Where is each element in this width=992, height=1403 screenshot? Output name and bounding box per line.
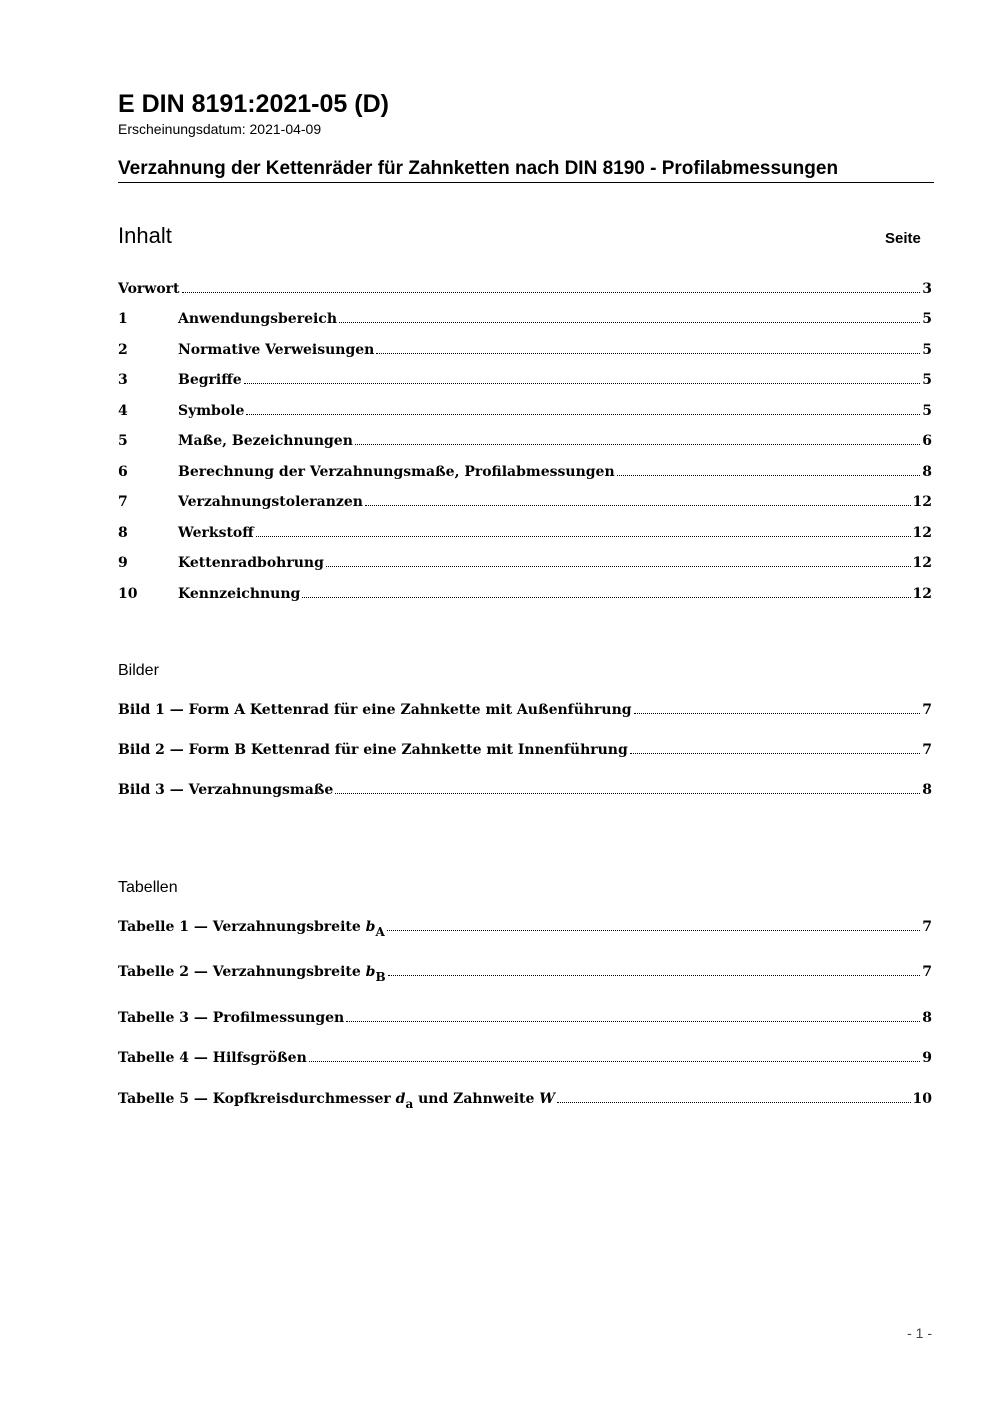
leader-dots	[388, 975, 921, 976]
toc-entry-label: Vorwort	[118, 281, 180, 297]
toc-entry-page: 5	[922, 311, 932, 327]
toc-entry-number: 8	[118, 525, 128, 541]
table-entry-label: Tabelle 1 — Verzahnungsbreite bA	[118, 919, 385, 939]
subscript: B	[375, 970, 386, 984]
figure-entry-label: Bild 2 — Form B Kettenrad für eine Zahnkette mit Innenführung	[118, 742, 628, 758]
toc-entry[interactable]	[118, 342, 932, 358]
document-title: Verzahnung der Kettenräder für Zahnketten nach DIN 8190 - Profilabmessungen	[118, 158, 839, 179]
toc-entry-page: 5	[922, 403, 932, 419]
toc-entry[interactable]	[118, 464, 932, 480]
leader-dots	[182, 292, 921, 293]
table-entry-page: 7	[922, 919, 932, 935]
toc-entry-label: Anwendungsbereich	[178, 311, 337, 327]
tables-heading: Tabellen	[118, 879, 178, 896]
leader-dots	[634, 713, 921, 714]
page-column-label: Seite	[885, 230, 921, 247]
toc-entry-page: 5	[922, 372, 932, 388]
leader-dots	[309, 1061, 921, 1062]
toc-entry-number: 7	[118, 494, 128, 510]
toc-heading: Inhalt	[118, 223, 172, 248]
leader-dots	[557, 1102, 910, 1103]
table-entry-label: Tabelle 2 — Verzahnungsbreite bB	[118, 964, 386, 984]
leader-dots	[302, 597, 910, 598]
toc-entry[interactable]	[118, 586, 932, 602]
toc-entry-number: 1	[118, 311, 128, 327]
toc-entry-page: 5	[922, 342, 932, 358]
leader-dots	[630, 753, 920, 754]
toc-entry-label: Normative Verweisungen	[178, 342, 375, 358]
subscript: a	[405, 1097, 414, 1111]
toc-entry-number: 9	[118, 555, 128, 571]
toc-entry-number: 3	[118, 372, 128, 388]
leader-dots	[339, 322, 920, 323]
toc-entry-number: 5	[118, 433, 128, 449]
table-entry-page: 7	[922, 964, 932, 980]
toc-entry-page: 12	[912, 494, 932, 510]
page-number: - 1 -	[907, 1325, 932, 1341]
toc-entry-number: 10	[118, 586, 138, 602]
toc-entry[interactable]	[118, 494, 932, 510]
toc-entry-vorwort[interactable]	[118, 281, 932, 297]
toc-entry-page: 6	[922, 433, 932, 449]
leader-dots	[246, 414, 920, 415]
table-entry-page: 8	[922, 1010, 932, 1026]
table-entry-label: Tabelle 3 — Profilmessungen	[118, 1010, 345, 1026]
figure-entry[interactable]	[118, 742, 932, 758]
leader-dots	[326, 566, 911, 567]
leader-dots	[387, 930, 920, 931]
figure-entry-page: 7	[922, 702, 932, 718]
leader-dots	[346, 1021, 920, 1022]
document-id: E DIN 8191:2021-05 (D)	[118, 90, 389, 118]
toc-entry-page: 12	[912, 525, 932, 541]
table-entry[interactable]	[118, 919, 932, 939]
symbol-b: b	[365, 919, 376, 935]
leader-dots	[617, 475, 921, 476]
toc-entry-label: Maße, Bezeichnungen	[178, 433, 353, 449]
toc-entry-page: 8	[922, 464, 932, 480]
figure-entry[interactable]	[118, 702, 932, 718]
toc-entry-label: Werkstoff	[178, 525, 254, 541]
figure-entry-page: 7	[922, 742, 932, 758]
symbol-w: W	[539, 1091, 556, 1107]
table-entry-label: Tabelle 5 — Kopfkreisdurchmesser da und Zahnweite W	[118, 1091, 556, 1111]
subscript: A	[375, 925, 385, 939]
toc-entry-number: 6	[118, 464, 128, 480]
title-divider	[118, 182, 934, 183]
toc-entry-label: Begriffe	[178, 372, 242, 388]
table-entry[interactable]	[118, 1010, 932, 1026]
toc-entry-label: Verzahnungstoleranzen	[178, 494, 363, 510]
toc-entry[interactable]	[118, 525, 932, 541]
toc-entry-label: Kennzeichnung	[178, 586, 301, 602]
figure-entry-label: Bild 3 — Verzahnungsmaße	[118, 782, 334, 798]
toc-entry-label: Kettenradbohrung	[178, 555, 324, 571]
leader-dots	[365, 505, 911, 506]
toc-entry-page: 12	[912, 555, 932, 571]
toc-entry-label: Symbole	[178, 403, 245, 419]
table-entry[interactable]	[118, 1091, 932, 1111]
symbol-d: d	[395, 1091, 406, 1107]
toc-entry[interactable]	[118, 311, 932, 327]
figure-entry-page: 8	[922, 782, 932, 798]
toc-entry[interactable]	[118, 372, 932, 388]
table-entry[interactable]	[118, 964, 932, 984]
leader-dots	[244, 383, 921, 384]
toc-entry[interactable]	[118, 403, 932, 419]
leader-dots	[355, 444, 920, 445]
toc-entry[interactable]	[118, 555, 932, 571]
symbol-b: b	[365, 964, 376, 980]
toc-entry-page: 3	[922, 281, 932, 297]
figure-entry[interactable]	[118, 782, 932, 798]
table-entry-label: Tabelle 4 — Hilfsgrößen	[118, 1050, 307, 1066]
table-entry-page: 9	[922, 1050, 932, 1066]
toc-entry-label: Berechnung der Verzahnungsmaße, Profilabmessungen	[178, 464, 615, 480]
table-entry-page: 10	[912, 1091, 932, 1107]
publication-date: Erscheinungsdatum: 2021-04-09	[118, 121, 322, 137]
figures-heading: Bilder	[118, 662, 159, 679]
toc-entry-number: 4	[118, 403, 128, 419]
toc-entry[interactable]	[118, 433, 932, 449]
leader-dots	[256, 536, 911, 537]
toc-entry-page: 12	[912, 586, 932, 602]
figure-entry-label: Bild 1 — Form A Kettenrad für eine Zahnkette mit Außenführung	[118, 702, 632, 718]
toc-entry-number: 2	[118, 342, 128, 358]
table-entry[interactable]	[118, 1050, 932, 1066]
leader-dots	[335, 793, 920, 794]
leader-dots	[376, 353, 920, 354]
